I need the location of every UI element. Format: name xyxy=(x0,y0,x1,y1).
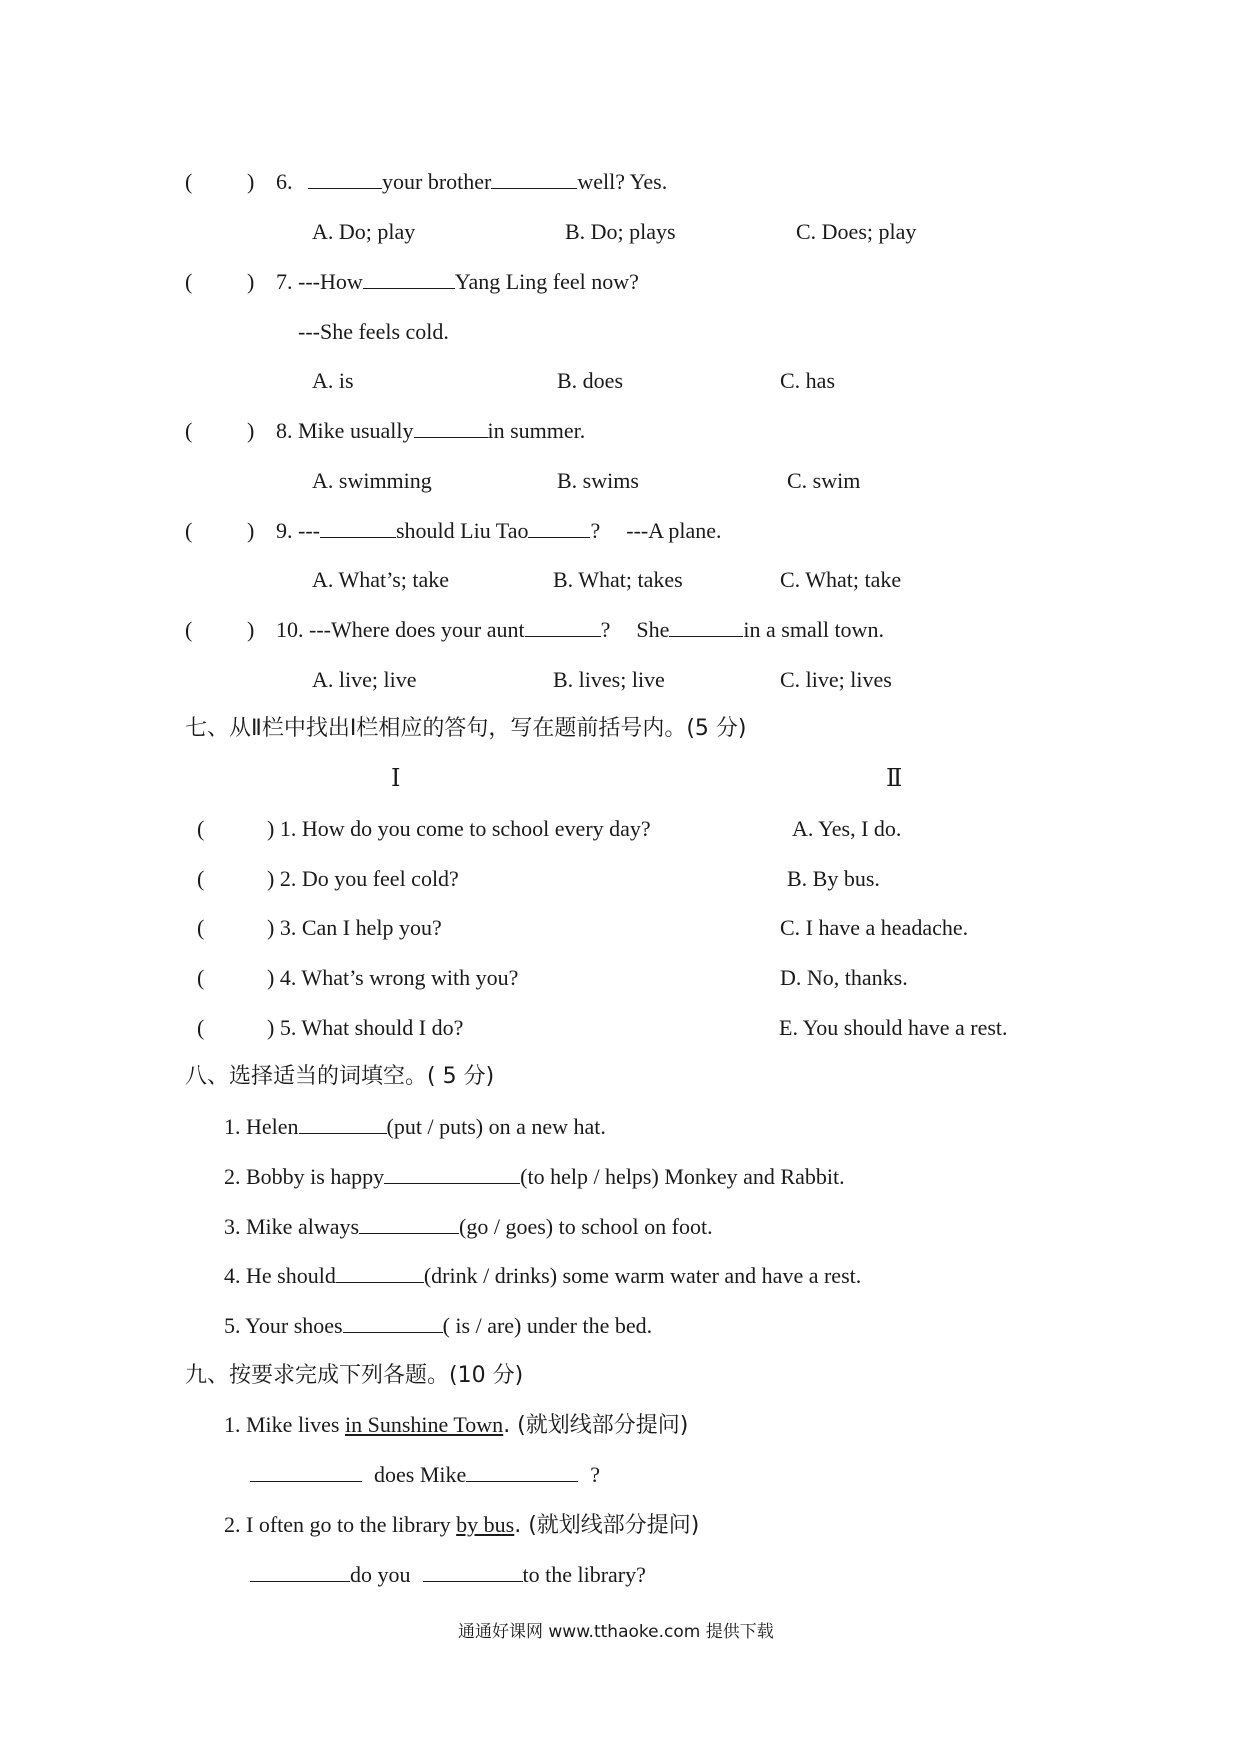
underlined-phrase: in Sunshine Town xyxy=(345,1412,504,1437)
column-1-header: Ⅰ xyxy=(391,766,401,792)
answer-blank[interactable] xyxy=(320,517,396,538)
matching-question: ) 2. Do you feel cold? xyxy=(267,866,459,891)
option-a: A. swimming xyxy=(312,468,432,493)
answer-paren-left: ( xyxy=(197,816,205,841)
matching-answer: C. I have a headache. xyxy=(780,915,969,940)
question-number: 10. ---Where does your aunt xyxy=(276,617,525,642)
item-text: 4. He should xyxy=(224,1263,336,1288)
answer-paren-left: ( xyxy=(197,915,205,940)
answer-blank[interactable] xyxy=(528,517,590,538)
answer-paren-left: ( xyxy=(185,169,193,194)
underlined-phrase: by bus xyxy=(456,1512,515,1537)
matching-answer: E. You should have a rest. xyxy=(779,1015,1008,1040)
option-b: B. lives; live xyxy=(553,667,665,692)
item-text: ( is / are) under the bed. xyxy=(442,1313,653,1338)
column-2-header: Ⅱ xyxy=(886,766,903,792)
answer-blank[interactable] xyxy=(466,1461,578,1482)
question-text: She xyxy=(636,617,670,642)
answer-paren-right: ) xyxy=(247,617,255,642)
answer-paren-left: ( xyxy=(197,1015,205,1040)
answer-blank[interactable] xyxy=(384,1163,520,1184)
question-text: well? Yes. xyxy=(577,169,668,194)
option-a: A. is xyxy=(312,368,354,393)
item-text: 5. Your shoes xyxy=(224,1313,343,1338)
answer-paren-right: ) xyxy=(247,518,255,543)
question-text: should Liu Tao xyxy=(395,518,529,543)
option-c: C. has xyxy=(780,368,835,393)
question-text: ---A plane. xyxy=(626,518,722,543)
item-text: 3. Mike always xyxy=(224,1214,360,1239)
answer-blank[interactable] xyxy=(669,616,743,637)
item-text: 1. Helen xyxy=(224,1114,299,1139)
footer-credit: 通通好课网 www.tthaoke.com 提供下载 xyxy=(458,1622,774,1642)
option-b: B. swims xyxy=(557,468,639,493)
option-a: A. Do; play xyxy=(312,219,416,244)
answer-paren-right: ) xyxy=(247,418,255,443)
answer-blank[interactable] xyxy=(525,616,601,637)
matching-question: ) 5. What should I do? xyxy=(267,1015,464,1040)
item-text: (to help / helps) Monkey and Rabbit. xyxy=(520,1164,845,1189)
answer-blank[interactable] xyxy=(299,1113,387,1134)
option-c: C. live; lives xyxy=(780,667,892,692)
answer-paren-left: ( xyxy=(185,418,193,443)
answer-paren-right: ) xyxy=(247,269,255,294)
answer-blank[interactable] xyxy=(308,168,382,189)
answer-blank[interactable] xyxy=(414,417,488,438)
item-text: 2. Bobby is happy xyxy=(224,1164,385,1189)
item-text: do you xyxy=(350,1562,411,1587)
answer-blank[interactable] xyxy=(336,1262,424,1283)
question-number: 7. ---How xyxy=(276,269,363,294)
question-text: Yang Ling feel now? xyxy=(454,269,639,294)
item-text: (go / goes) to school on foot. xyxy=(459,1214,713,1239)
option-a: A. What’s; take xyxy=(312,567,450,592)
item-text: (drink / drinks) some warm water and have a rest. xyxy=(423,1263,862,1288)
answer-paren-left: ( xyxy=(185,617,193,642)
answer-blank[interactable] xyxy=(363,268,455,289)
answer-blank[interactable] xyxy=(250,1561,350,1582)
option-c: C. swim xyxy=(787,468,861,493)
question-text: in summer. xyxy=(487,418,586,443)
answer-blank[interactable] xyxy=(250,1461,362,1482)
item-text: to the library? xyxy=(522,1562,646,1587)
question-text: ? xyxy=(590,518,601,543)
option-c: C. What; take xyxy=(780,567,902,592)
instruction-text: . (就划线部分提问) xyxy=(503,1413,689,1438)
section-9-title: 九、按要求完成下列各题。(10 分) xyxy=(185,1363,524,1388)
question-text: your brother xyxy=(382,169,492,194)
option-b: B. does xyxy=(557,368,623,393)
section-7-title: 七、从Ⅱ栏中找出Ⅰ栏相应的答句，写在题前括号内。(5 分) xyxy=(185,716,747,741)
section-8-title: 八、选择适当的词填空。( 5 分) xyxy=(185,1064,495,1089)
item-text: 2. I often go to the library xyxy=(224,1512,457,1537)
answer-paren-left: ( xyxy=(197,866,205,891)
question-number: 9. --- xyxy=(276,518,320,543)
matching-question: ) 3. Can I help you? xyxy=(267,915,442,940)
answer-blank[interactable] xyxy=(359,1213,459,1234)
option-a: A. live; live xyxy=(312,667,417,692)
item-text: (put / puts) on a new hat. xyxy=(386,1114,606,1139)
matching-answer: A. Yes, I do. xyxy=(792,816,902,841)
question-text: in a small town. xyxy=(743,617,884,642)
matching-answer: B. By bus. xyxy=(787,866,880,891)
answer-blank[interactable] xyxy=(423,1561,523,1582)
option-c: C. Does; play xyxy=(796,219,917,244)
matching-answer: D. No, thanks. xyxy=(780,965,908,990)
answer-paren-left: ( xyxy=(197,965,205,990)
matching-question: ) 4. What’s wrong with you? xyxy=(267,965,519,990)
option-b: B. What; takes xyxy=(553,567,683,592)
item-text: 1. Mike lives xyxy=(224,1412,345,1437)
answer-blank[interactable] xyxy=(343,1312,443,1333)
matching-question: ) 1. How do you come to school every day? xyxy=(267,816,651,841)
question-text: ? xyxy=(600,617,611,642)
question-number: 6. xyxy=(276,169,293,194)
question-number: 8. Mike usually xyxy=(276,418,414,443)
question-text: ---She feels cold. xyxy=(298,319,449,344)
answer-paren-right: ) xyxy=(247,169,255,194)
answer-paren-left: ( xyxy=(185,269,193,294)
answer-blank[interactable] xyxy=(491,168,577,189)
instruction-text: . (就划线部分提问) xyxy=(514,1513,700,1538)
item-text: does Mike xyxy=(374,1462,467,1487)
answer-paren-left: ( xyxy=(185,518,193,543)
option-b: B. Do; plays xyxy=(565,219,676,244)
item-text: ? xyxy=(590,1462,601,1487)
